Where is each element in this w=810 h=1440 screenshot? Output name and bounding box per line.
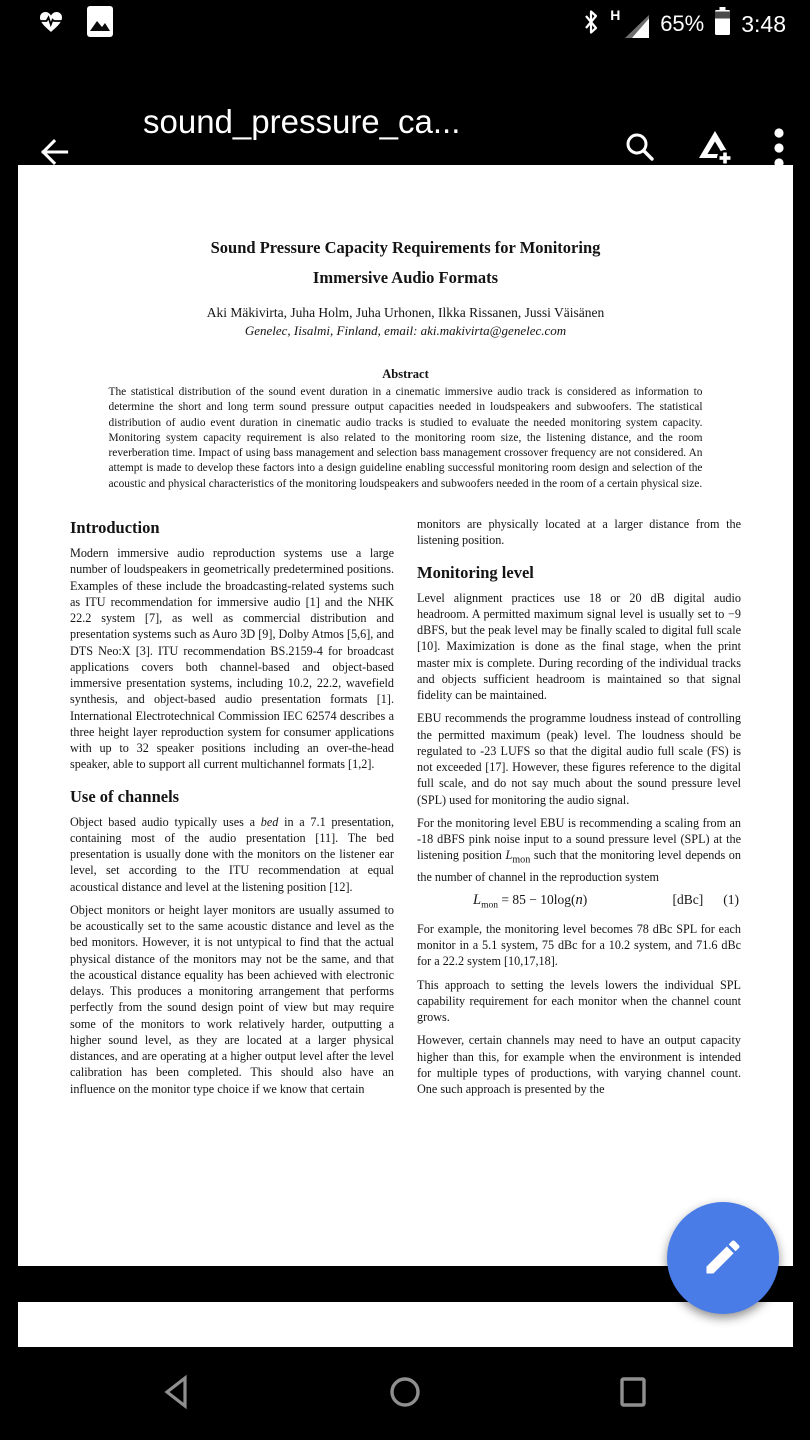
nav-back-button[interactable] — [117, 1347, 237, 1440]
channels-paragraph-2: Object monitors or height layer monitors are usually assumed to be acoustically set to the same acoustic distance and level as the bed monitors. However, it is not untypical to find that the actual physical distance of the monitors may not be the same, and that the acoustical distance equality has been achieved with electronic delays. This produces a monitoring arrangement that performs perfectly from the sound design point of view but may require some of the monitors to work relatively harder, outputting a higher sound level, as they are located at a larger physical distances, and are operating at a higher output level after the level calibration has been completed. This should also have an influence on the monitor type choice if we know that certain — [70, 902, 394, 1096]
monitoring-p3-var: L — [505, 848, 513, 863]
status-bar-notifications — [38, 0, 114, 48]
channels-p1-pre: Object based audio typically uses a — [70, 814, 261, 829]
equation-1 — [417, 892, 741, 911]
gallery-icon — [86, 5, 114, 43]
monitoring-paragraph-6: However, certain channels may need to have an output capacity higher than this, for example when the environment is intended for multiple types of productions, with varying channel count. One such approach is presented by the — [417, 1033, 741, 1097]
heart-rate-icon — [38, 10, 64, 39]
paper-title-line1: Sound Pressure Capacity Requirements for Monitoring — [210, 238, 601, 257]
section-heading-introduction: Introduction — [70, 518, 160, 538]
status-bar-system — [582, 0, 786, 48]
monitoring-p3-pre: For the monitoring level EBU is recommending a scaling from an -18 dBFS pink noise input to a sound pressure level (SPL) at the listening position — [417, 815, 741, 863]
equation-var-n: n — [575, 892, 583, 909]
left-column — [70, 516, 394, 1104]
monitoring-p3-post: such that the monitoring level depends on the number of channel in the reproduction system — [417, 848, 741, 885]
continuation-paragraph: monitors are physically located at a larger distance from the listening position. — [417, 517, 741, 548]
equation-sub-mon: mon — [481, 900, 498, 911]
equation-unit: [dBc] — [672, 892, 704, 908]
nav-recents-button[interactable] — [573, 1347, 693, 1440]
channels-p1-post: in a 7.1 presentation, containing most of the audio presentation [11]. The bed presentation is usually done with the monitors on the listener ear level, set according to the ITU recommendation at equal acoustical distance and level at the listening position [12]. — [70, 814, 394, 894]
edit-fab-button[interactable] — [667, 1202, 779, 1314]
channels-p1-italic: bed — [260, 814, 279, 829]
equation-close: ) — [582, 892, 588, 908]
next-pdf-page-top[interactable] — [18, 1302, 793, 1347]
abstract-body: The statistical distribution of the sound event duration in a cinematic immersive audio track is considered as information to determine the short and long term sound pressure output capacities needed in loudspeakers and subwoofers. The statistical distribution of audio event duration in cinematic audio tracks is studied to evaluate the needed monitoring system capacity. Monitoring system capacity requirement is also related to the monitoring room size, the listening distance, and the room reverberation time. Impact of using bass management and selection bass management crossover frequency are not considered. An attempt is made to develop these factors into a design guideline enabling successful monitoring room design and selection of the acoustic and physical characteristics of the monitoring loudspeakers and subwoofers needed in the room of a certain physical size. — [108, 386, 703, 490]
battery-icon — [714, 7, 731, 41]
monitoring-paragraph-2: EBU recommends the programme loudness instead of controlling the permitted maximum (peak) level. The loudness should be regulated to -23 LUFS so that the digital audio full scale (FS) is not exceeded [17]. However, these figures reference to the digital full scale, and do not say much about the sound pressure level (SPL) used for monitoring the audio signal. — [417, 711, 741, 807]
monitoring-paragraph-1: Level alignment practices use 18 or 20 dB digital audio headroom. A permitted maximum signal level is usually set to −9 dBFS, but the peak level may be finally scaled to digital full scale [10]. Maximization is done as the final stage, when the print master mix is complete. During recording of the individual tracks and objects sufficient headroom is maintained so that signal fidelity can be maintained. — [417, 590, 741, 703]
monitoring-paragraph-4: For example, the monitoring level becomes 78 dBc SPL for each monitor in a 5.1 system, 75 dBc for a 10.2 system, and 71.6 dBc for a 22.2 system [10,17,18]. — [417, 921, 741, 969]
equation-var-L: L — [473, 892, 482, 909]
nav-home-button[interactable] — [345, 1347, 465, 1440]
home-circle-icon — [387, 1374, 423, 1413]
monitoring-p3-sub: mon — [512, 854, 531, 866]
signal-triangle-icon — [610, 9, 650, 39]
section-heading-monitoring-level: Monitoring level — [417, 562, 534, 582]
android-nav-bar — [0, 1347, 810, 1440]
equation-number: (1) — [723, 892, 739, 908]
two-column-text — [18, 516, 793, 1104]
right-column — [417, 516, 741, 1104]
network-type-label: H — [610, 7, 621, 23]
pdf-page[interactable] — [18, 165, 793, 1266]
document-title: sound_pressure_ca... — [143, 103, 461, 140]
monitoring-paragraph-3 — [417, 815, 741, 885]
back-triangle-icon — [160, 1373, 194, 1414]
channels-paragraph-1 — [70, 814, 394, 895]
paper-title-line2: Immersive Audio Formats — [312, 268, 499, 287]
equation-formula — [473, 892, 587, 911]
equation-rhs: = 85 − 10log( — [497, 892, 576, 908]
clock-label: 3:48 — [741, 10, 786, 37]
monitoring-paragraph-5: This approach to setting the levels lowers the individual SPL capability requirement for each monitor when the channel count grows. — [417, 977, 741, 1025]
paper-authors: Aki Mäkivirta, Juha Holm, Juha Urhonen, Ilkka Rissanen, Jussi Väisänen — [206, 305, 605, 320]
bluetooth-icon — [582, 8, 600, 41]
abstract-heading: Abstract — [382, 367, 429, 381]
status-bar — [0, 0, 810, 48]
pencil-edit-icon — [701, 1235, 745, 1282]
app-toolbar — [0, 48, 810, 150]
paper-affiliation: Genelec, Iisalmi, Finland, email: aki.makivirta@genelec.com — [244, 323, 567, 338]
recents-square-icon — [618, 1375, 648, 1412]
paper-title — [18, 233, 793, 293]
intro-paragraph: Modern immersive audio reproduction systems use a large number of loudspeakers in geometrically predetermined positions. Examples of these include the broadcasting-related systems such as ITU recommendation for immersive audio [1] and the NHK 22.2 system [7], as well as commercial distribution and presentation systems such as Auro 3D [9], Dolby Atmos [5,6], and DTS Neo:X [3]. ITU recommendation BS.2159-4 for broadcast applications covers both channel-based and object-based immersive presentation systems, including 10.2, 22.2, wavefield synthesis, and object-based audio presentation formats [1]. International Electrotechnical Commission IEC 62574 describes a three height layer reproduction system for consumer applications with up to 32 speaker positions including an over-the-head speaker, able to support all current multichannel formats [1,2]. — [70, 546, 394, 772]
battery-percent-label: 65% — [660, 11, 705, 36]
section-heading-use-of-channels: Use of channels — [70, 786, 180, 806]
